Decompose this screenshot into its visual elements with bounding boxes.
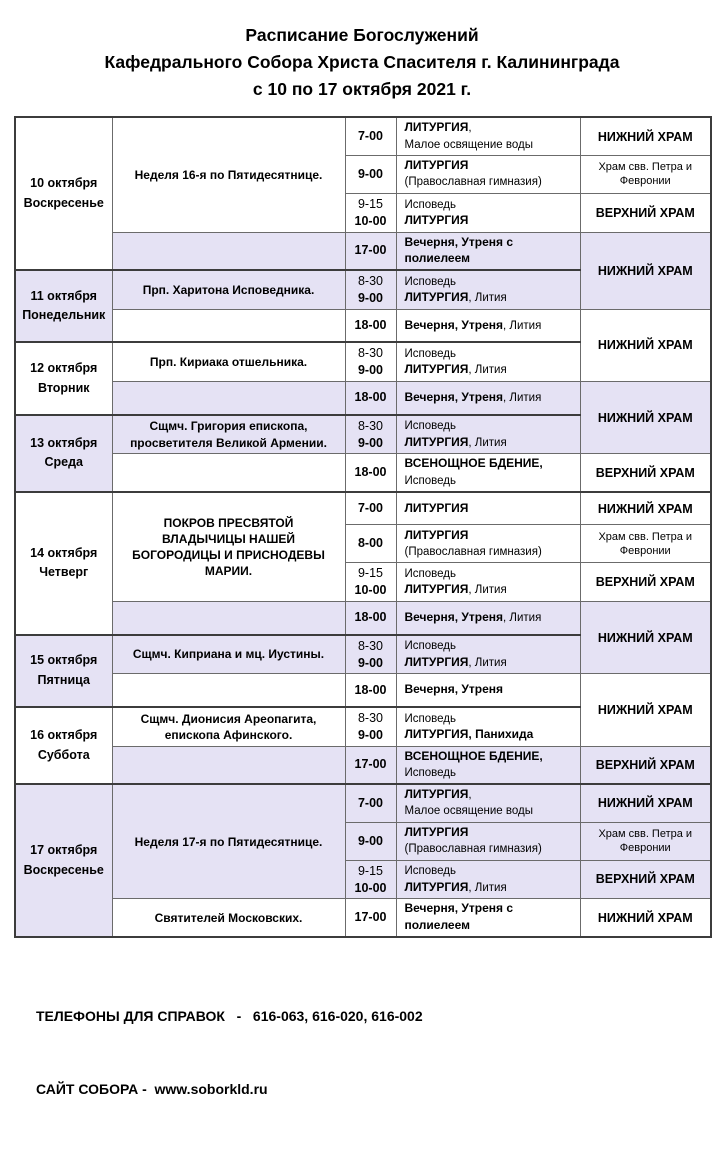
footer-site: САЙТ СОБОРА - www.soborkld.ru <box>36 1081 268 1098</box>
feast-label: Прп. Харитона Исповедника. <box>142 282 315 297</box>
service-cell: ЛИТУРГИЯ <box>396 492 580 525</box>
time-cell: 17-00 <box>345 899 396 937</box>
page-title <box>14 22 710 103</box>
schedule-table <box>14 116 712 938</box>
location-cell: НИЖНИЙ ХРАМ <box>580 784 711 822</box>
date-label: 17 октября <box>30 843 98 858</box>
time-cell: 18-00 <box>345 454 396 492</box>
time-cell: 18-00 <box>345 602 396 635</box>
feast-label: Неделя 16-я по Пятидесятнице. <box>134 167 323 182</box>
service-cell: Исповедь ЛИТУРГИЯ <box>396 193 580 232</box>
schedule-row <box>15 784 711 822</box>
service-cell: Вечерня, Утреня, Лития <box>396 382 580 415</box>
date-cell <box>15 415 112 492</box>
service-cell: Вечерня, Утреня <box>396 674 580 707</box>
date-cell <box>15 707 112 784</box>
feast-cell-empty <box>112 746 345 784</box>
feast-label: Сщмч. Киприана и мц. Иустины. <box>132 647 325 662</box>
time-cell: 7-00 <box>345 117 396 155</box>
title-line-3: с 10 по 17 октября 2021 г. <box>252 79 472 100</box>
date-label: 11 октября <box>30 288 97 303</box>
feast-cell <box>112 342 345 381</box>
location-cell: НИЖНИЙ ХРАМ <box>580 117 711 155</box>
time-cell: 9-15 10-00 <box>345 860 396 899</box>
date-cell <box>15 342 112 414</box>
service-cell: Исповедь ЛИТУРГИЯ, Панихида <box>396 707 580 746</box>
time-cell: 17-00 <box>345 746 396 784</box>
weekday-label: Понедельник <box>22 308 106 323</box>
location-cell: ВЕРХНИЙ ХРАМ <box>580 193 711 232</box>
location-cell: НИЖНИЙ ХРАМ <box>580 674 711 746</box>
footer <box>36 955 710 1151</box>
date-label: 13 октября <box>30 435 98 450</box>
time-cell: 18-00 <box>345 309 396 342</box>
feast-cell <box>112 707 345 746</box>
weekday-label: Воскресенье <box>23 862 104 877</box>
weekday-label: Воскресенье <box>23 195 104 210</box>
location-cell: Храм свв. Петра и Февронии <box>580 155 711 193</box>
service-cell: Исповедь ЛИТУРГИЯ, Лития <box>396 563 580 602</box>
service-cell: Исповедь ЛИТУРГИЯ, Лития <box>396 635 580 674</box>
schedule-row <box>15 674 711 707</box>
footer-phones: ТЕЛЕФОНЫ ДЛЯ СПРАВОК - 616-063, 616-020, 616-002 <box>36 1007 423 1024</box>
service-cell: Вечерня, Утреня с полиелеем <box>396 899 580 937</box>
schedule-row <box>15 382 711 415</box>
service-cell: ЛИТУРГИЯ, Малое освящение воды <box>396 117 580 155</box>
schedule-row <box>15 899 711 937</box>
date-label: 16 октября <box>30 728 98 743</box>
date-cell <box>15 784 112 937</box>
feast-label: Сщмч. Дионисия Ареопагита, епископа Афинского. <box>140 711 317 742</box>
title-line-1: Расписание Богослужений <box>245 25 479 45</box>
schedule-row <box>15 454 711 492</box>
feast-cell-empty <box>112 674 345 707</box>
location-cell: НИЖНИЙ ХРАМ <box>580 602 711 674</box>
feast-label: Святителей Московских. <box>154 910 303 925</box>
service-cell: ЛИТУРГИЯ (Православная гимназия) <box>396 525 580 563</box>
feast-cell-empty <box>112 382 345 415</box>
weekday-label: Среда <box>44 455 83 470</box>
title-line-2: Кафедрального Собора Христа Спасителя г. Калининграда <box>104 52 620 73</box>
date-cell <box>15 270 112 342</box>
location-cell: ВЕРХНИЙ ХРАМ <box>580 454 711 492</box>
time-cell: 8-30 9-00 <box>345 415 396 454</box>
time-cell: 18-00 <box>345 382 396 415</box>
service-cell: ВСЕНОЩНОЕ БДЕНИЕ, Исповедь <box>396 454 580 492</box>
service-cell: Исповедь ЛИТУРГИЯ, Лития <box>396 342 580 381</box>
time-cell: 9-00 <box>345 155 396 193</box>
schedule-row <box>15 602 711 635</box>
time-cell: 8-30 9-00 <box>345 342 396 381</box>
weekday-label: Суббота <box>37 747 90 762</box>
service-cell: ЛИТУРГИЯ (Православная гимназия) <box>396 155 580 193</box>
service-cell: Исповедь ЛИТУРГИЯ, Лития <box>396 860 580 899</box>
time-cell: 9-00 <box>345 822 396 860</box>
time-cell: 8-30 9-00 <box>345 635 396 674</box>
time-cell: 9-15 10-00 <box>345 563 396 602</box>
date-label: 15 октября <box>30 653 98 668</box>
time-cell: 17-00 <box>345 232 396 270</box>
feast-cell <box>112 270 345 309</box>
date-label: 14 октября <box>30 545 98 560</box>
location-cell: ВЕРХНИЙ ХРАМ <box>580 746 711 784</box>
schedule-row <box>15 232 711 270</box>
feast-cell <box>112 415 345 454</box>
service-cell: Исповедь ЛИТУРГИЯ, Лития <box>396 270 580 309</box>
feast-cell-empty <box>112 309 345 342</box>
service-cell: ЛИТУРГИЯ, Малое освящение воды <box>396 784 580 822</box>
location-cell: НИЖНИЙ ХРАМ <box>580 899 711 937</box>
weekday-label: Четверг <box>39 565 89 580</box>
location-cell: ВЕРХНИЙ ХРАМ <box>580 860 711 899</box>
weekday-label: Вторник <box>37 380 90 395</box>
time-cell: 7-00 <box>345 492 396 525</box>
feast-label: ПОКРОВ ПРЕСВЯТОЙ ВЛАДЫЧИЦЫ НАШЕЙ БОГОРОДИЦЫ И ПРИСНОДЕВЫ МАРИИ. <box>132 515 325 579</box>
schedule-row <box>15 492 711 525</box>
feast-cell <box>112 784 345 899</box>
service-cell: Вечерня, Утреня, Лития <box>396 602 580 635</box>
date-label: 12 октября <box>30 361 98 376</box>
location-cell: НИЖНИЙ ХРАМ <box>580 492 711 525</box>
feast-cell-empty <box>112 602 345 635</box>
schedule-row <box>15 309 711 342</box>
time-cell: 7-00 <box>345 784 396 822</box>
date-cell <box>15 492 112 635</box>
location-cell: Храм свв. Петра и Февронии <box>580 822 711 860</box>
feast-label: Неделя 17-я по Пятидесятнице. <box>134 834 323 849</box>
feast-cell <box>112 492 345 602</box>
time-cell: 9-15 10-00 <box>345 193 396 232</box>
feast-cell <box>112 899 345 937</box>
feast-label: Прп. Кириака отшельника. <box>149 355 308 370</box>
service-cell: Вечерня, Утреня, Лития <box>396 309 580 342</box>
service-cell: Вечерня, Утреня с полиелеем <box>396 232 580 270</box>
feast-label: Сщмч. Григория епископа, просветителя Великой Армении. <box>130 419 327 450</box>
feast-cell-empty <box>112 232 345 270</box>
time-cell: 8-00 <box>345 525 396 563</box>
time-cell: 8-30 9-00 <box>345 270 396 309</box>
weekday-label: Пятница <box>37 672 90 687</box>
location-cell: НИЖНИЙ ХРАМ <box>580 309 711 381</box>
location-cell: НИЖНИЙ ХРАМ <box>580 382 711 454</box>
schedule-row <box>15 746 711 784</box>
time-cell: 8-30 9-00 <box>345 707 396 746</box>
date-label: 10 октября <box>30 176 98 191</box>
service-cell: Исповедь ЛИТУРГИЯ, Лития <box>396 415 580 454</box>
time-cell: 18-00 <box>345 674 396 707</box>
service-cell: ЛИТУРГИЯ (Православная гимназия) <box>396 822 580 860</box>
feast-cell-empty <box>112 454 345 492</box>
location-cell: ВЕРХНИЙ ХРАМ <box>580 563 711 602</box>
date-cell <box>15 117 112 270</box>
service-cell: ВСЕНОЩНОЕ БДЕНИЕ, Исповедь <box>396 746 580 784</box>
location-cell: НИЖНИЙ ХРАМ <box>580 232 711 309</box>
feast-cell <box>112 635 345 674</box>
feast-cell <box>112 117 345 232</box>
schedule-row <box>15 117 711 155</box>
location-cell: Храм свв. Петра и Февронии <box>580 525 711 563</box>
date-cell <box>15 635 112 707</box>
